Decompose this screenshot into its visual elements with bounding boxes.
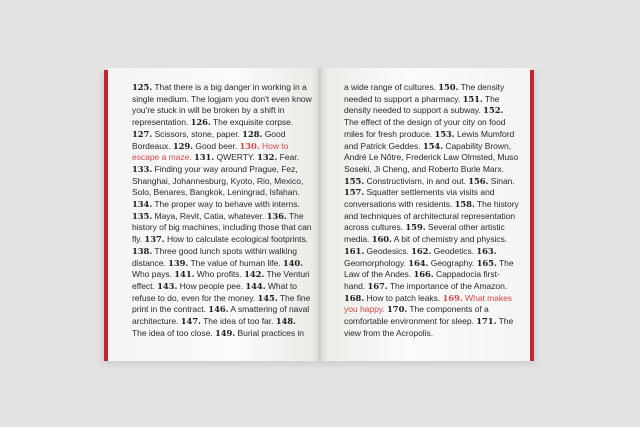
item-number: 155. [344,175,365,186]
item-text: That there is a big danger in working in a single medium. The logjam you don't even know you're stuck in will be broken by a shift in representation. [132,82,312,128]
item-text: The Venturi effect. [132,269,310,291]
item-text: The importance of the Amazon. [389,280,508,291]
item-text: Who pays. [132,269,172,280]
item-number: 138. [132,245,153,256]
item-text: Geodesics. [366,245,409,256]
item-text: Squatter settlements via visits and conversations with residents. [344,187,495,210]
item-number: 152. [483,105,504,116]
item-text: Lewis Mumford and Patrick Geddes. [344,128,515,151]
item-number: 133. [132,163,153,174]
list-item [168,258,280,268]
item-number: 160. [371,234,392,245]
item-text: A bit of chemistry and physics. [393,234,508,245]
list-item [411,246,474,256]
list-item [408,258,474,268]
item-number: 147. [180,316,201,327]
item-text: Who profits. [196,269,242,280]
item-number: 167. [367,280,388,291]
item-number: 141. [174,269,195,280]
item-text: Several other artistic media. [344,222,505,245]
item-number: 159. [405,222,426,233]
item-number: 164. [408,257,429,268]
item-number: 132. [257,152,278,163]
item-number: 171. [476,316,497,327]
item-number: 125. [132,82,153,92]
item-number: 145. [257,292,278,303]
item-text: The value of human life. [190,257,281,268]
item-text: Constructivism, in and out. [366,175,466,186]
item-number: 139. [168,257,189,268]
left-page-text [132,82,312,339]
item-text: Maya, Revit, Catia, whatever. [154,210,265,221]
item-number: 146. [208,304,229,315]
item-number: 129. [172,140,194,151]
item-text: Good beer. [195,140,238,151]
item-number: 165. [476,257,497,268]
item-number: 162. [411,245,432,256]
item-number: 142. [244,269,265,280]
book-gutter [318,68,322,361]
item-number: 130. [239,140,260,151]
item-number: 154. [422,140,444,151]
item-number: 157. [344,187,365,198]
item-text: A smattering of naval architecture. [132,304,310,327]
list-item [132,164,303,197]
item-number: 153. [434,128,455,139]
item-number: 151. [462,93,483,104]
right-page [320,68,530,361]
list-item [144,234,308,244]
item-text: The idea of too close. [132,327,213,338]
list-item [344,246,409,256]
item-number: 158. [454,199,475,210]
item-text: Geomorphology. [344,257,406,268]
item-number: 169. [442,292,463,303]
item-text: Sinan. [490,175,515,186]
item-number: 161. [344,245,365,256]
item-text: a wide range of cultures. [344,82,436,92]
list-item [157,281,243,291]
item-text: The proper way to behave with interns. [154,199,300,210]
item-text: The fine print in the contract. [132,292,311,315]
item-number: 128. [242,128,263,139]
item-text: The Law of the Andes. [344,257,514,280]
item-number: 127. [132,128,153,139]
item-number: 144. [245,280,266,291]
list-item [367,281,507,291]
item-text: The idea of too far. [203,316,274,327]
item-text: How to patch leaks. [366,292,441,303]
item-text: What makes you happy. [344,292,513,315]
item-number: 134. [132,199,153,210]
item-number: 148. [275,316,296,327]
list-item [344,82,436,92]
list-item [468,176,514,186]
item-number: 168. [344,292,365,303]
list-item [372,234,507,244]
item-number: 135. [132,210,153,221]
item-text: Fear. [279,152,299,163]
list-item [344,293,440,303]
list-item [174,269,242,279]
item-text: Finding your way around Prague, Fez, Shanghai, Johannesburg, Kyoto, Rio, Mexico, Solo, Benares, Bangkok, Leningrad, Isfahan. [132,163,304,198]
item-text: Capability Brown, André Le Nôtre, Frederick Law Olmsted, Muso Soseki, Ji Cheng, and Roberto Burle Marx. [344,140,519,174]
list-item [194,152,255,162]
list-item [344,176,466,186]
item-number: 143. [157,280,178,291]
item-number: 137. [144,234,165,245]
item-text: The view from the Acropolis. [344,316,514,338]
list-item [173,141,237,151]
item-text: The density needed to support a pharmacy. [344,82,505,104]
item-number: 166. [413,269,434,280]
item-text: The density needed to support a subway. [344,93,500,116]
list-item [132,211,264,221]
item-text: The exquisite corpse. [212,117,294,128]
list-item [215,328,304,338]
item-text: How to calculate ecological footprints. [166,234,309,245]
item-text: QWERTY. [216,152,255,163]
item-number: 131. [193,152,215,163]
item-text: The history and techniques of architectural representation across cultures. [344,199,519,233]
item-text: Geography. [430,257,475,268]
item-number: 170. [387,304,408,315]
item-text: Three good lunch spots within walking distance. [132,245,297,268]
item-text: The effect of the design of your city on food miles for fresh produce. [344,117,506,139]
item-number: 140. [282,257,304,268]
list-item [181,316,274,326]
item-text: How people pee. [179,280,244,291]
item-text: Burial practices in [237,327,304,338]
open-booklet [104,68,534,363]
item-text: Geodetics. [433,245,475,256]
item-number: 126. [190,117,211,128]
item-text: What to refuse to do, even for the money. [132,280,298,303]
list-item [132,199,300,209]
item-text: The components of a comfortable environment for sleep. [344,304,489,327]
list-item [257,152,299,162]
item-text: Scissors, stone, paper. [154,128,240,139]
item-number: 163. [476,245,497,256]
right-page-text [344,82,520,339]
item-number: 150. [438,82,459,92]
item-number: 149. [214,327,236,338]
left-page [108,68,320,361]
item-text: Good Bordeaux. [132,128,286,151]
list-item [132,129,240,139]
item-text: How to escape a maze. [132,140,289,163]
item-text: The history of big machines, including those that can fly. [132,210,312,245]
list-item [191,117,294,127]
item-number: 156. [468,175,489,186]
item-text: Cappadocia first-hand. [344,269,500,291]
item-number: 136. [266,210,287,221]
